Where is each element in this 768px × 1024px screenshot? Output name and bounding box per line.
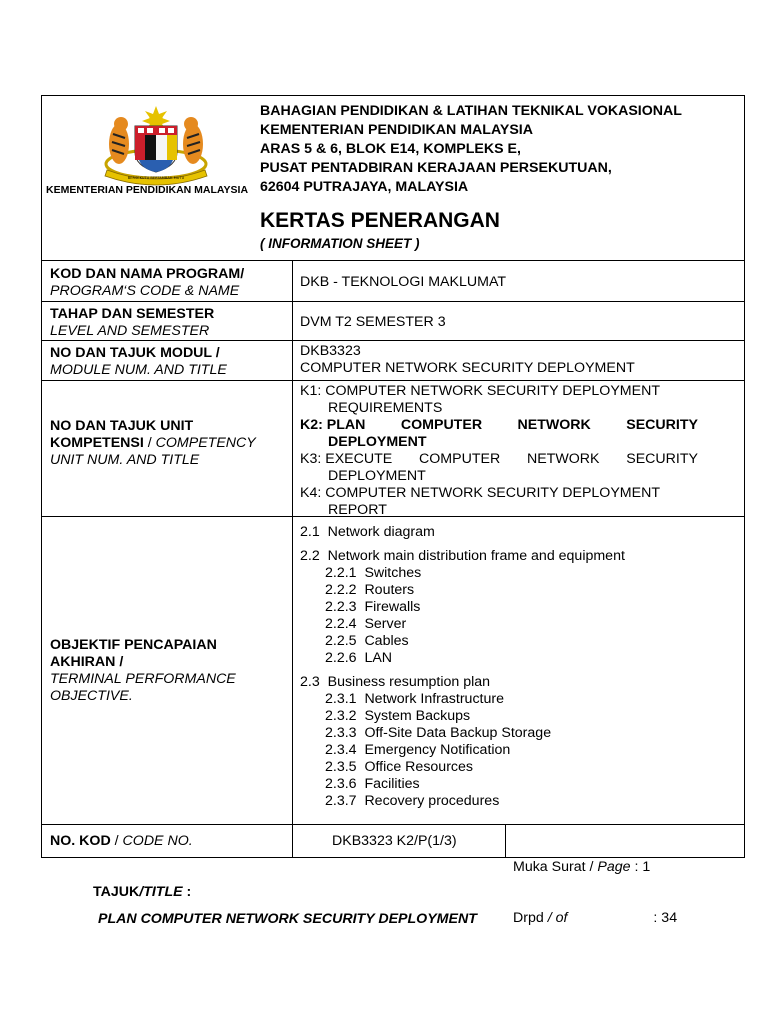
coat-of-arms-logo [99, 104, 214, 189]
unit-k2-cont: DEPLOYMENT [328, 434, 427, 450]
column-divider [505, 824, 506, 857]
document-subtitle: ( INFORMATION SHEET ) [260, 236, 420, 251]
code-label-ms: NO. KOD [50, 833, 111, 849]
row-divider [42, 260, 744, 261]
document-code: DKB3323 K2/P(1/3) [332, 833, 457, 849]
issuer-address [260, 102, 682, 197]
unit-label-ms-2: KOMPETENSI [50, 435, 144, 451]
unit-k3-cont: DEPLOYMENT [328, 468, 426, 484]
unit-label-en-2: UNIT NUM. AND TITLE [50, 452, 200, 468]
total-pages: : 34 [653, 910, 678, 926]
objective-subitem: 2.3.5 Office Resources [325, 759, 473, 775]
crest-motto: BERSEKUTU BERTAMBAH MUTU [127, 176, 185, 180]
objective-item: 2.1 Network diagram [300, 524, 435, 540]
address-line: ARAS 5 & 6, BLOK E14, KOMPLEKS E, [260, 141, 521, 157]
objective-subitem: 2.3.7 Recovery procedures [325, 793, 500, 809]
unit-k3-word: SECURITY [626, 451, 698, 467]
module-code: DKB3323 [300, 343, 361, 359]
unit-label-ms: NO DAN TAJUK UNIT [50, 418, 194, 434]
page-number [513, 859, 677, 876]
unit-k1-cont: REQUIREMENTS [328, 400, 443, 416]
page-total [513, 910, 677, 927]
of-label-en: / of [547, 910, 568, 926]
row-divider [42, 301, 744, 302]
label-separator: / [211, 345, 220, 361]
objective-subitem: 2.2.3 Firewalls [325, 599, 421, 615]
objective-label [50, 637, 288, 705]
unit-k2-word: NETWORK [517, 417, 591, 433]
unit-k2-word: COMPUTER [400, 417, 483, 433]
unit-k2-word: K2: PLAN [300, 417, 366, 433]
label-separator: / [110, 833, 123, 849]
page-value: : 1 [630, 859, 651, 875]
level-label-en: LEVEL AND SEMESTER [50, 323, 210, 339]
label-separator: / [240, 266, 245, 282]
level-label [50, 306, 288, 340]
level-value: DVM T2 SEMESTER 3 [300, 314, 446, 330]
column-divider [292, 260, 293, 857]
objective-subitem: 2.3.4 Emergency Notification [325, 742, 511, 758]
objective-label-en-2: OBJECTIVE. [50, 688, 133, 704]
objective-item: 2.3 Business resumption plan [300, 674, 491, 690]
address-line: PUSAT PENTADBIRAN KERAJAAN PERSEKUTUAN, [260, 160, 612, 176]
information-sheet-table [41, 95, 745, 926]
code-label-en: CODE NO. [122, 833, 193, 849]
objective-label-ms-2: AKHIRAN [50, 654, 116, 670]
ministry-caption: KEMENTERIAN PENDIDIKAN MALAYSIA [46, 184, 249, 196]
unit-k3-word: COMPUTER [419, 451, 501, 467]
title-heading-ms: TAJUK [93, 884, 140, 900]
module-title: COMPUTER NETWORK SECURITY DEPLOYMENT [300, 360, 635, 376]
unit-label [50, 418, 288, 469]
objective-list [300, 524, 625, 810]
unit-k2 [300, 417, 698, 434]
code-label [50, 833, 193, 850]
unit-k4: K4: COMPUTER NETWORK SECURITY DEPLOYMENT [300, 485, 660, 501]
address-line: BAHAGIAN PENDIDIKAN & LATIHAN TEKNIKAL VOKASIONAL [260, 103, 682, 119]
page-info [513, 825, 677, 961]
module-value [300, 343, 635, 377]
objective-subitem: 2.3.2 System Backups [325, 708, 471, 724]
address-line: KEMENTERIAN PENDIDIKAN MALAYSIA [260, 122, 533, 138]
label-separator: / [143, 435, 156, 451]
unit-k2-word: SECURITY [626, 417, 698, 433]
row-divider [42, 340, 744, 341]
document-title: KERTAS PENERANGAN [260, 209, 500, 232]
objective-subitem: 2.2.2 Routers [325, 582, 415, 598]
program-label [50, 266, 288, 300]
program-label-en: PROGRAM‘S CODE & NAME [50, 283, 240, 299]
objective-label-en: TERMINAL PERFORMANCE [50, 671, 236, 687]
unit-k1: K1: COMPUTER NETWORK SECURITY DEPLOYMENT [300, 383, 660, 399]
page-label-en: Page [597, 859, 631, 875]
address-line: 62604 PUTRAJAYA, MALAYSIA [260, 179, 469, 195]
of-label: Drpd [513, 910, 548, 926]
title-heading-en: /TITLE [139, 884, 183, 900]
unit-k3-word: NETWORK [526, 451, 600, 467]
unit-label-en: COMPETENCY [155, 435, 256, 451]
objective-subitem: 2.2.6 LAN [325, 650, 393, 666]
objective-subitem: 2.2.1 Switches [325, 565, 422, 581]
objective-subitem: 2.3.6 Facilities [325, 776, 420, 792]
program-value: DKB - TEKNOLOGI MAKLUMAT [300, 274, 507, 290]
module-label-en: MODULE NUM. AND TITLE [50, 362, 227, 378]
module-label-ms: NO DAN TAJUK MODUL [50, 345, 212, 361]
title-heading [93, 884, 191, 900]
unit-k3-word: K3: EXECUTE [300, 451, 393, 467]
objective-item: 2.2 Network main distribution frame and equipment [300, 548, 625, 564]
objective-label-ms: OBJEKTIF PENCAPAIAN [50, 637, 217, 653]
module-label [50, 345, 288, 379]
row-divider [42, 380, 744, 381]
title-value: PLAN COMPUTER NETWORK SECURITY DEPLOYMENT [98, 911, 477, 927]
label-separator: / [115, 654, 124, 670]
competency-unit-list [300, 383, 698, 519]
level-label-ms: TAHAP DAN SEMESTER [50, 306, 215, 322]
objective-subitem: 2.3.1 Network Infrastructure [325, 691, 504, 707]
program-label-ms: KOD DAN NAMA PROGRAM [50, 266, 241, 282]
objective-subitem: 2.2.4 Server [325, 616, 407, 632]
objective-subitem: 2.2.5 Cables [325, 633, 409, 649]
title-heading-colon: : [182, 884, 192, 900]
unit-k4-cont: REPORT [328, 502, 387, 518]
page-label: Muka Surat / [513, 859, 598, 875]
unit-k3 [300, 451, 698, 468]
objective-subitem: 2.3.3 Off-Site Data Backup Storage [325, 725, 552, 741]
